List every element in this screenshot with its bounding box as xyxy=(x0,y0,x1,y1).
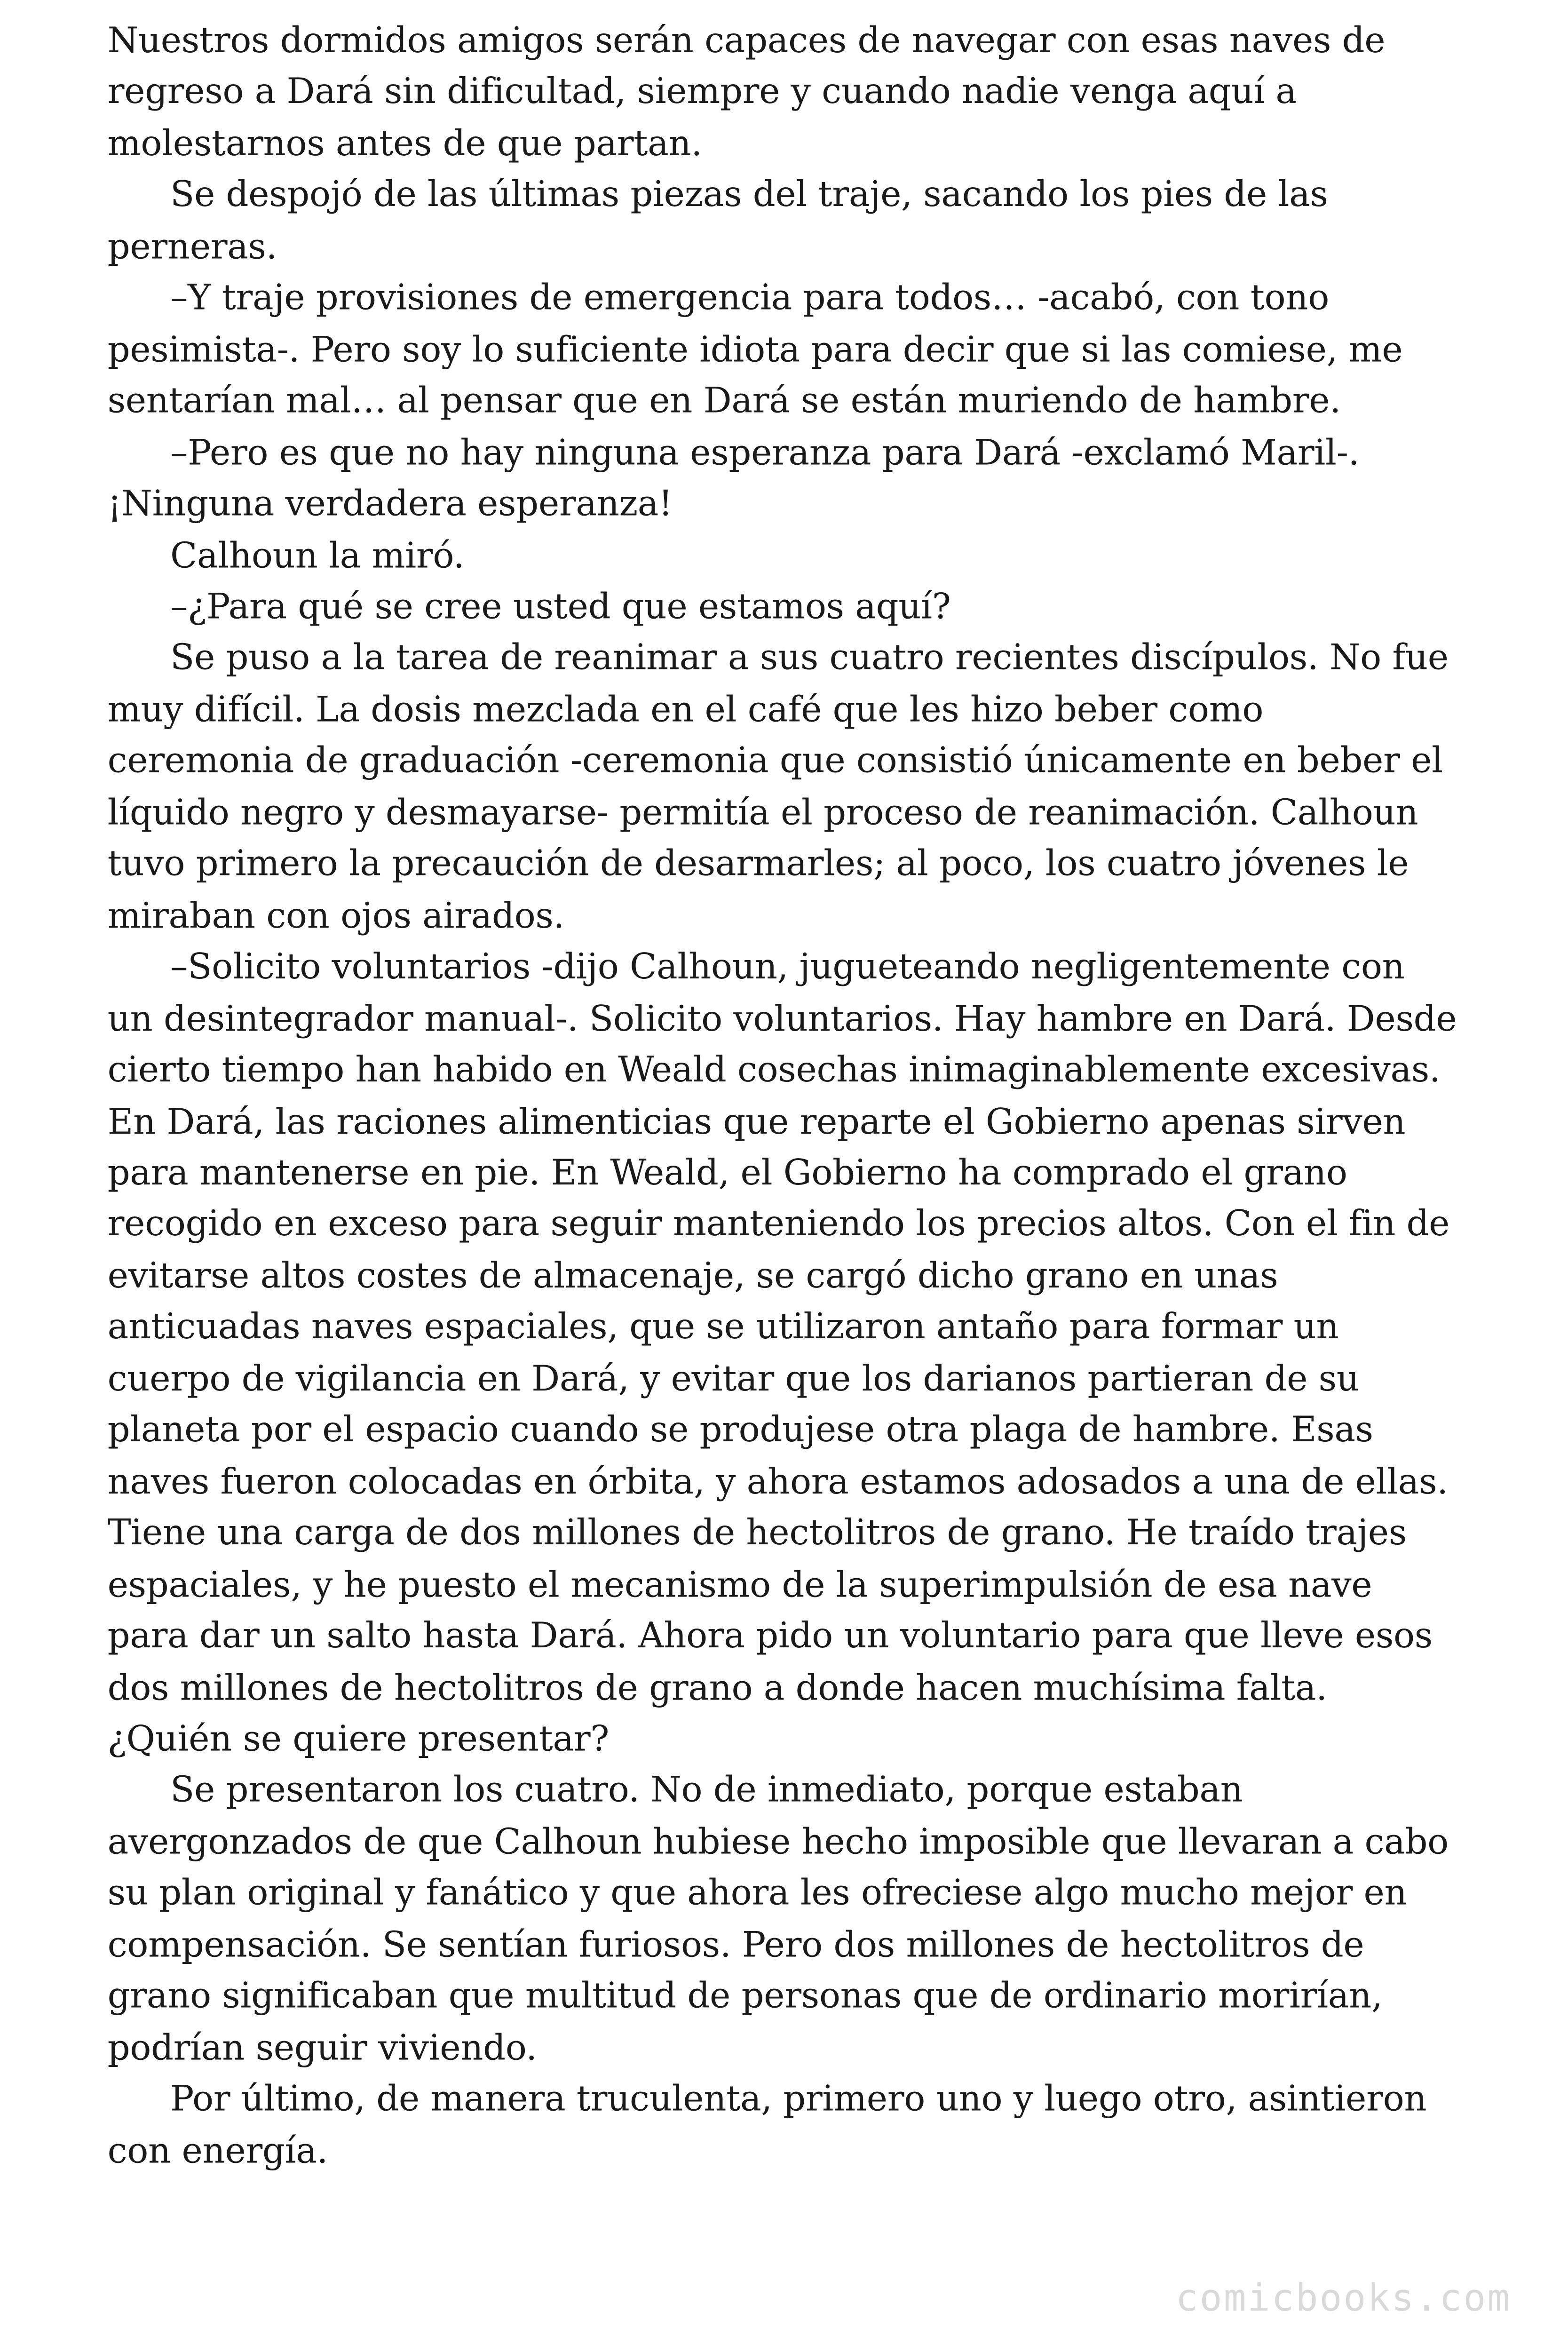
body-text xyxy=(108,15,1459,2177)
paragraph-8: –Solicito voluntarios -dijo Calhoun, jugueteando negligentemente con un desintegrador manual-. Solicito voluntarios. Hay hambre en Dará. Desde cierto tiempo han habido en Weald cosechas inimaginablemente excesivas. En Dará, las raciones alimenticias que reparte el Gobierno apenas sirven para mantenerse en pie. En Weald, el Gobierno ha comprado el grano recogido en exceso para seguir manteniendo los precios altos. Con el fin de evitarse altos costes de almacenaje, se cargó dicho grano en unas anticuadas naves espaciales, que se utilizaron antaño para formar un cuerpo de vigilancia en Dará, y evitar que los darianos partieran de su planeta por el espacio cuando se produjese otra plaga de hambre. Esas naves fueron colocadas en órbita, y ahora estamos adosados a una de ellas. Tiene una carga de dos millones de hectolitros de grano. He traído trajes espaciales, y he puesto el mecanismo de la superimpulsión de esa nave para dar un salto hasta Dará. Ahora pido un voluntario para que lleve esos dos millones de hectolitros de grano a donde hacen muchísima falta. ¿Quién se quiere presentar? xyxy=(107,946,1457,1760)
paragraph-10: Por último, de manera truculenta, primero uno y luego otro, asintieron con energía. xyxy=(107,2078,1427,2171)
watermark-text: comicbooks.com xyxy=(1175,2276,1512,2320)
paragraph-6: –¿Para qué se cree usted que estamos aquí? xyxy=(170,585,951,628)
paragraph-7: Se puso a la tarea de reanimar a sus cuatro recientes discípulos. No fue muy difícil. La dosis mezclada en el café que les hizo beber como ceremonia de graduación -ceremonia que consistió únicamente en beber el líquido negro y desmayarse- permitía el proceso de reanimación. Calhoun tuvo primero la precaución de desarmarles; al poco, los cuatro jóvenes le miraban con ojos airados. xyxy=(107,637,1449,936)
paragraph-9: Se presentaron los cuatro. No de inmediato, porque estaban avergonzados de que Calhoun hubiese hecho imposible que llevaran a cabo su plan original y fanático y que ahora les ofreciese algo mucho mejor en compensación. Se sentían furiosos. Pero dos millones de hectolitros de grano significaban que multitud de personas que de ordinario morirían, podrían seguir viviendo. xyxy=(107,1769,1449,2068)
paragraph-2: Se despojó de las últimas piezas del traje, sacando los pies de las perneras. xyxy=(107,174,1328,267)
paragraph-3: –Y traje provisiones de emergencia para todos… -acabó, con tono pesimista-. Pero soy lo suficiente idiota para decir que si las comiese, me sentarían mal… al pensar que en Dará se están muriendo de hambre. xyxy=(107,277,1403,421)
paragraph-5: Calhoun la miró. xyxy=(170,534,465,576)
paragraph-4: –Pero es que no hay ninguna esperanza para Dará -exclamó Maril-. ¡Ninguna verdadera esperanza! xyxy=(107,431,1360,524)
paragraph-1: Nuestros dormidos amigos serán capaces de navegar con esas naves de regreso a Dará sin dificultad, siempre y cuando nadie venga aquí a molestarnos antes de que partan. xyxy=(107,19,1386,164)
